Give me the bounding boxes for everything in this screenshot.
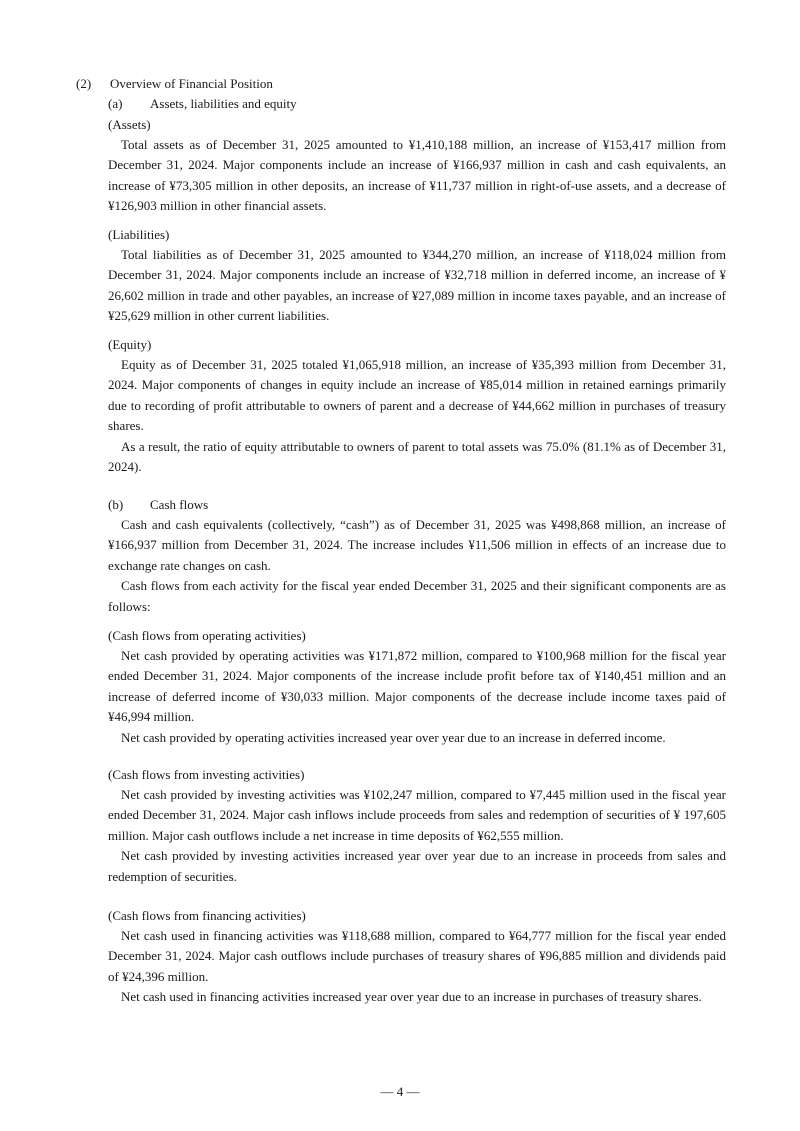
liabilities-label: (Liabilities) bbox=[108, 227, 170, 242]
cash-paragraph bbox=[108, 515, 726, 617]
cash-text-1: Cash and cash equivalents (collectively, “cash”) as of December 31, 2025 was ¥498,868 million, an increase of ¥166,937 million from December 31, 2024. The increase includes ¥11,506 million in effects of an increase due to exchange rate changes on cash. bbox=[108, 517, 726, 573]
financing-text-2: Net cash used in financing activities increased year over year due to an increase in purchases of treasury shares. bbox=[121, 989, 702, 1005]
subsection-b-number: (b) bbox=[108, 497, 124, 512]
operating-text-1: Net cash provided by operating activities was ¥171,872 million, compared to ¥100,968 million for the fiscal year ended December 31, 2024. Major components of the increase include profit before tax of ¥140,451 million and an increase of deferred income of ¥30,033 million. Major components of the decrease include income taxes paid of ¥46,994 million. bbox=[108, 648, 726, 725]
financing-paragraph bbox=[108, 926, 726, 1008]
investing-text-1: Net cash provided by investing activities was ¥102,247 million, compared to ¥7,445 million used in the fiscal year ended December 31, 2024. Major cash inflows include proceeds from sales and redemption of securities of ¥ 197,605 million. Major cash outflows include a net increase in time deposits of ¥62,555 million. bbox=[108, 787, 726, 843]
operating-label: (Cash flows from operating activities) bbox=[108, 628, 306, 643]
section-title: Overview of Financial Position bbox=[110, 76, 273, 91]
subsection-a-number: (a) bbox=[108, 96, 123, 111]
financing-label: (Cash flows from financing activities) bbox=[108, 908, 306, 923]
liabilities-text: Total liabilities as of December 31, 2025 amounted to ¥344,270 million, an increase of ¥118,024 million from December 31, 2024. Major components include an increase of ¥32,718 million in deferred income, an increase of ¥ 26,602 million in trade and other payables, an increase of ¥27,089 million in income taxes payable, and an increase of ¥25,629 million in other current liabilities. bbox=[108, 247, 726, 324]
equity-text-2: As a result, the ratio of equity attributable to owners of parent to total assets was 75.0% (81.1% as of December 31, 2024). bbox=[108, 438, 726, 475]
cash-text-2: Cash flows from each activity for the fiscal year ended December 31, 2025 and their significant components are as follows: bbox=[108, 578, 726, 614]
subsection-b-title: Cash flows bbox=[150, 497, 209, 512]
investing-text-2: Net cash provided by investing activities increased year over year due to an increase in proceeds from sales and redemption of securities. bbox=[108, 848, 726, 884]
operating-text-2: Net cash provided by operating activities increased year over year due to an increase in deferred income. bbox=[121, 729, 666, 745]
subsection-a-heading bbox=[108, 94, 297, 114]
section-heading bbox=[76, 74, 273, 94]
page-number: — 4 — bbox=[380, 1084, 420, 1099]
assets-text: Total assets as of December 31, 2025 amounted to ¥1,410,188 million, an increase of ¥153,417 million from December 31, 2024. Major components include an increase of ¥166,937 million in cash and cash equivalents, an increase of ¥73,305 million in other deposits, an increase of ¥11,737 million in right-of-use assets, and a decrease of ¥126,903 million in other financial assets. bbox=[108, 137, 726, 214]
equity-label: (Equity) bbox=[108, 337, 152, 352]
investing-paragraph bbox=[108, 785, 726, 887]
financing-text-1: Net cash used in financing activities was ¥118,688 million, compared to ¥64,777 million for the fiscal year ended December 31, 2024. Major cash outflows include purchases of treasury shares of ¥96,885 million and dividends paid of ¥24,396 million. bbox=[108, 928, 726, 984]
equity-text-1: Equity as of December 31, 2025 totaled ¥1,065,918 million, an increase of ¥35,393 million from December 31, 2024. Major components of changes in equity include an increase of ¥85,014 million in retained earnings primarily due to recording of profit attributable to owners of parent and a decrease of ¥44,662 million in purchases of treasury shares. bbox=[108, 357, 726, 434]
assets-label: (Assets) bbox=[108, 117, 151, 132]
liabilities-paragraph bbox=[108, 245, 726, 327]
assets-paragraph bbox=[108, 135, 726, 217]
operating-paragraph bbox=[108, 646, 726, 748]
section-number: (2) bbox=[76, 76, 92, 91]
investing-label: (Cash flows from investing activities) bbox=[108, 767, 305, 782]
subsection-b-heading bbox=[108, 495, 208, 515]
equity-paragraph bbox=[108, 355, 726, 477]
subsection-a-title: Assets, liabilities and equity bbox=[150, 96, 297, 111]
